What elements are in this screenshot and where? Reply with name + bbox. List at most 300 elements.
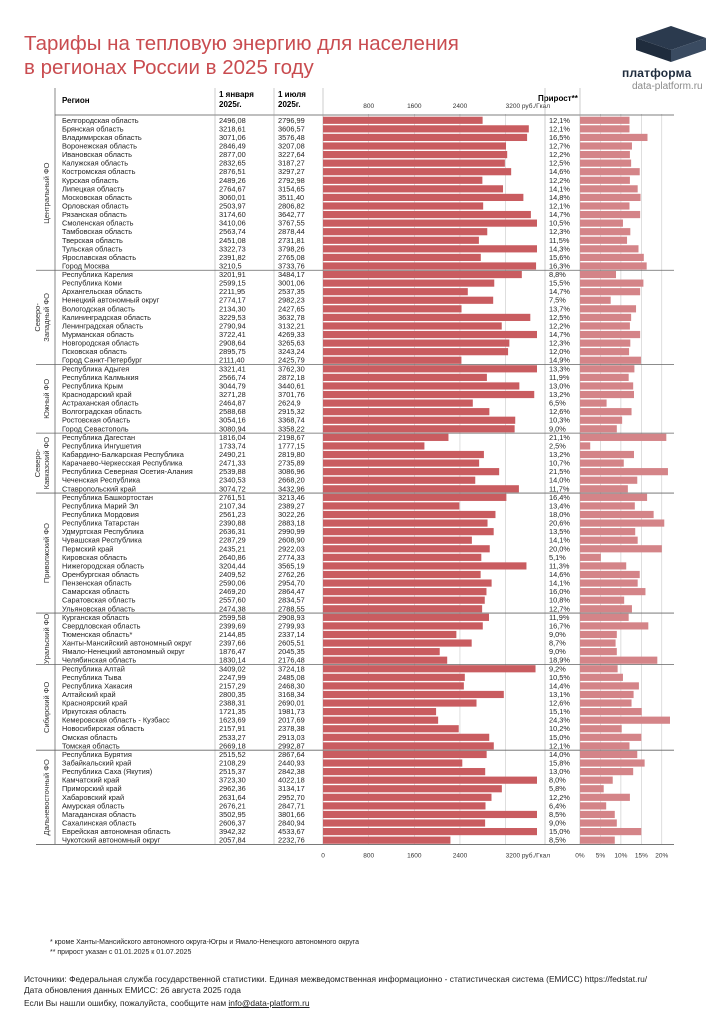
value-jan: 2962,36	[219, 784, 246, 794]
region-name: Волгоградская область	[62, 407, 142, 417]
value-jan: 2832,65	[219, 158, 246, 168]
value-jul: 2605,51	[278, 638, 305, 648]
value-jul: 2908,93	[278, 612, 305, 622]
value-jan: 2211,95	[219, 287, 246, 297]
growth-bar	[580, 442, 590, 449]
value-jan: 3321,41	[219, 364, 246, 374]
region-name: Тамбовская область	[62, 227, 133, 237]
growth-value: 16,0%	[549, 587, 570, 597]
region-name: Владимирская область	[62, 132, 142, 142]
growth-bar	[580, 759, 645, 766]
tariff-bar	[323, 442, 424, 449]
growth-bar	[580, 502, 635, 509]
growth-bar	[580, 742, 630, 749]
region-name: Архангельская область	[62, 287, 142, 297]
group-label: Центральный ФО	[42, 162, 51, 224]
growth-value: 14,6%	[549, 569, 570, 579]
error-report-text: Если Вы нашли ошибку, пожалуйста, сообщите нам	[24, 998, 227, 1008]
tariff-bar	[323, 177, 482, 184]
region-name: Краснодарский край	[62, 390, 132, 400]
value-jul: 3762,30	[278, 364, 305, 374]
growth-value: 12,2%	[549, 175, 570, 185]
region-name: Республика Коми	[62, 278, 122, 288]
value-jan: 2409,52	[219, 569, 246, 579]
growth-value: 15,0%	[549, 732, 570, 742]
region-name: Удмуртская Республика	[62, 527, 144, 537]
growth-bar	[580, 545, 662, 552]
value-jan: 2599,58	[219, 612, 246, 622]
growth-value: 13,2%	[549, 390, 570, 400]
growth-bar	[580, 519, 664, 526]
growth-bar	[580, 322, 630, 329]
value-jan: 3210,5	[219, 261, 242, 271]
value-jan: 3722,41	[219, 330, 246, 340]
tariff-bar	[323, 280, 494, 287]
value-jan: 2561,23	[219, 509, 246, 519]
growth-bar	[580, 494, 647, 501]
tariff-bar	[323, 691, 504, 698]
value-jan: 2590,06	[219, 578, 246, 588]
growth-value: 14,1%	[549, 184, 570, 194]
growth-value: 8,8%	[549, 270, 566, 280]
growth-value: 11,7%	[549, 484, 570, 494]
tariff-bar	[323, 759, 462, 766]
value-jul: 2337,14	[278, 629, 305, 639]
value-jul: 3440,61	[278, 381, 305, 391]
region-name: Московская область	[62, 192, 132, 202]
growth-bar	[580, 751, 637, 758]
growth-value: 8,5%	[549, 809, 566, 819]
title-line-1: Тарифы на тепловую энергию для населения	[24, 32, 459, 55]
growth-bar	[580, 802, 606, 809]
growth-bar	[580, 151, 630, 158]
group-label: Сибирский ФО	[42, 681, 51, 733]
region-name: Ярославская область	[62, 252, 137, 262]
value-jul: 3154,65	[278, 184, 305, 194]
value-jan: 2388,31	[219, 698, 246, 708]
growth-value: 8,5%	[549, 835, 566, 845]
growth-value: 13,1%	[549, 689, 570, 699]
region-name: Ульяновская область	[62, 604, 136, 614]
region-name: Республика Алтай	[62, 664, 125, 674]
value-jul: 3001,06	[278, 278, 305, 288]
growth-value: 9,0%	[549, 818, 566, 828]
value-jul: 2796,99	[278, 115, 305, 125]
tariff-bar	[323, 485, 519, 492]
tariff-bar	[323, 340, 509, 347]
tariff-bar	[323, 348, 508, 355]
value-jul: 2834,57	[278, 595, 305, 605]
tariff-bar	[323, 322, 502, 329]
growth-bar	[580, 391, 634, 398]
value-jan: 2533,27	[219, 732, 246, 742]
value-jul: 3086,96	[278, 467, 305, 477]
region-name: Тверская область	[62, 235, 123, 245]
growth-bar	[580, 699, 632, 706]
value-jul: 2913,03	[278, 732, 305, 742]
tariff-bar	[323, 819, 485, 826]
tariff-bar	[323, 228, 487, 235]
growth-bar	[580, 357, 641, 364]
growth-value: 9,0%	[549, 629, 566, 639]
tariff-bar	[323, 391, 534, 398]
region-name: Республика Башкортостан	[62, 492, 153, 502]
value-jan: 2599,15	[219, 278, 246, 288]
growth-value: 18,9%	[549, 655, 570, 665]
value-jan: 2157,29	[219, 681, 246, 691]
value-jan: 3054,16	[219, 415, 246, 425]
growth-bar	[580, 794, 630, 801]
growth-bar	[580, 228, 630, 235]
value-jan: 3044,79	[219, 381, 246, 391]
region-name: Карачаево-Черкесская Республика	[62, 458, 183, 468]
growth-value: 12,0%	[549, 347, 570, 357]
growth-bar	[580, 331, 640, 338]
growth-bar	[580, 434, 666, 441]
value-jan: 2435,21	[219, 544, 246, 554]
value-jan: 1816,04	[219, 432, 246, 442]
value-jul: 3243,24	[278, 347, 305, 357]
growth-bar	[580, 374, 629, 381]
growth-value: 10,3%	[549, 415, 570, 425]
sources-text: Источники: Федеральная служба государственной статистики. Единая межведомственная информационно - статистическая система (ЕМИСС) https://fedstat.ru/	[24, 974, 648, 984]
growth-value: 14,6%	[549, 167, 570, 177]
value-jan: 3322,73	[219, 244, 246, 254]
region-name: Томская область	[62, 741, 120, 751]
tariff-bar	[323, 648, 440, 655]
value-jan: 2515,37	[219, 767, 246, 777]
region-name: Калининградская область	[62, 312, 151, 322]
x-tick-bottom-label: 3200 руб./Гкал	[505, 852, 551, 860]
value-jan: 3204,44	[219, 561, 246, 571]
growth-bar	[580, 185, 638, 192]
region-name: Ямало-Ненецкий автономный округ	[62, 647, 185, 657]
growth-bar	[580, 605, 632, 612]
value-jul: 3168,34	[278, 689, 305, 699]
growth-bar	[580, 271, 616, 278]
value-jan: 2557,60	[219, 595, 246, 605]
growth-value: 13,0%	[549, 767, 570, 777]
growth-bar	[580, 648, 617, 655]
growth-bar	[580, 211, 640, 218]
growth-bar	[580, 117, 630, 124]
growth-bar	[580, 639, 616, 646]
value-jan: 2157,91	[219, 724, 246, 734]
growth-bar	[580, 665, 618, 672]
tariff-bar	[323, 562, 526, 569]
growth-bar	[580, 837, 615, 844]
value-jul: 2735,89	[278, 458, 305, 468]
growth-value: 12,6%	[549, 698, 570, 708]
growth-value: 15,6%	[549, 252, 570, 262]
value-jul: 2799,93	[278, 621, 305, 631]
value-jan: 2489,26	[219, 175, 246, 185]
growth-bar	[580, 220, 623, 227]
value-jan: 2397,66	[219, 638, 246, 648]
value-jan: 2503,97	[219, 201, 246, 211]
tariff-bar	[323, 220, 537, 227]
value-jan: 2676,21	[219, 801, 246, 811]
group-label: Дальневосточный ФО	[42, 759, 51, 836]
value-jul: 3187,27	[278, 158, 305, 168]
growth-value: 13,5%	[549, 527, 570, 537]
value-jul: 2982,23	[278, 295, 305, 305]
x-tick-top-label: 1600	[407, 103, 422, 110]
region-name: Новгородская область	[62, 338, 140, 348]
group-label: Приволжский ФО	[42, 523, 51, 584]
value-jul: 3358,22	[278, 424, 305, 434]
value-jul: 2765,08	[278, 252, 305, 262]
value-jan: 3174,60	[219, 210, 246, 220]
value-jan: 3071,06	[219, 132, 246, 142]
tariff-bar	[323, 168, 511, 175]
value-jan: 3410,06	[219, 218, 246, 228]
region-name: Ростовская область	[62, 415, 131, 425]
value-jan: 2515,52	[219, 749, 246, 759]
growth-bar	[580, 828, 641, 835]
region-name: Кабардино-Балкарская Республика	[62, 450, 184, 459]
growth-value: 5,1%	[549, 552, 566, 562]
value-jan: 2566,74	[219, 372, 246, 382]
growth-bar	[580, 340, 630, 347]
title-line-2: в регионах России в 2025 году	[24, 56, 314, 79]
value-jan: 2108,29	[219, 758, 246, 768]
value-jul: 2952,70	[278, 792, 305, 802]
tariff-bar	[323, 460, 479, 467]
brand-url[interactable]: data-platform.ru	[632, 81, 703, 92]
growth-value: 10,8%	[549, 595, 570, 605]
growth-value: 21,5%	[549, 467, 570, 477]
growth-value: 10,5%	[549, 672, 570, 682]
tariff-bar	[323, 134, 527, 141]
value-jan: 2539,88	[219, 467, 246, 477]
growth-value: 16,7%	[549, 621, 570, 631]
growth-value: 13,3%	[549, 364, 570, 374]
region-name: Иркутская область	[62, 707, 127, 717]
growth-value: 16,3%	[549, 261, 570, 271]
growth-value: 24,3%	[549, 715, 570, 725]
growth-bar	[580, 819, 617, 826]
tariff-bar	[323, 794, 492, 801]
region-name: Город Севастополь	[62, 424, 129, 434]
growth-value: 20,0%	[549, 544, 570, 554]
tariff-bar	[323, 305, 462, 312]
growth-value: 13,4%	[549, 501, 570, 511]
value-jan: 2790,94	[219, 321, 246, 331]
tariff-bar	[323, 528, 494, 535]
region-name: Забайкальский край	[62, 758, 132, 768]
region-name: Магаданская область	[62, 809, 137, 819]
value-jan: 2144,85	[219, 629, 246, 639]
tariff-bar	[323, 751, 487, 758]
value-jul: 2668,20	[278, 475, 305, 485]
value-jul: 2427,65	[278, 304, 305, 314]
value-jul: 2872,18	[278, 372, 305, 382]
growth-value: 12,6%	[549, 407, 570, 417]
tariff-bar	[323, 117, 483, 124]
region-name: Кемеровская область - Кузбасс	[62, 715, 170, 725]
growth-value: 8,7%	[549, 638, 566, 648]
growth-bar	[580, 708, 642, 715]
tariff-bar	[323, 297, 493, 304]
value-jul: 3265,63	[278, 338, 305, 348]
growth-bar	[580, 785, 604, 792]
growth-bar	[580, 631, 617, 638]
growth-bar	[580, 717, 670, 724]
growth-value: 9,0%	[549, 647, 566, 657]
tariff-bar	[323, 699, 477, 706]
value-jul: 2878,44	[278, 227, 305, 237]
value-jul: 2378,38	[278, 724, 305, 734]
value-jul: 2954,70	[278, 578, 305, 588]
tariff-bar	[323, 357, 461, 364]
value-jul: 2198,67	[278, 432, 305, 442]
growth-bar	[580, 468, 668, 475]
value-jan: 2247,99	[219, 672, 246, 682]
growth-value: 5,8%	[549, 784, 566, 794]
value-jan: 3080,94	[219, 424, 246, 434]
region-name: Чувашская Республика	[62, 535, 142, 545]
growth-value: 11,3%	[549, 561, 570, 571]
growth-value: 12,5%	[549, 158, 570, 168]
tariff-bar	[323, 811, 537, 818]
value-jan: 2895,75	[219, 347, 246, 357]
growth-value: 13,2%	[549, 450, 570, 459]
value-jul: 2806,82	[278, 201, 305, 211]
value-jul: 2990,99	[278, 527, 305, 537]
region-name: Хабаровский край	[62, 792, 125, 802]
region-name: Рязанская область	[62, 210, 127, 220]
value-jan: 3942,32	[219, 827, 246, 837]
growth-value: 18,0%	[549, 509, 570, 519]
growth-value: 14,0%	[549, 749, 570, 759]
growth-value: 12,7%	[549, 604, 570, 614]
column-header-region: Регион	[62, 96, 90, 105]
growth-value: 21,1%	[549, 432, 570, 442]
region-name: Республика Крым	[62, 381, 123, 391]
growth-bar	[580, 134, 648, 141]
region-name: Ставропольский край	[62, 484, 136, 494]
growth-bar	[580, 674, 623, 681]
value-jul: 1777,15	[278, 441, 305, 451]
value-jan: 3409,02	[219, 664, 246, 674]
region-name: Еврейская автономная область	[62, 827, 171, 837]
growth-bar	[580, 305, 636, 312]
tariff-bar	[323, 382, 519, 389]
region-name: Амурская область	[62, 801, 125, 811]
region-name: Пермский край	[62, 544, 114, 554]
column-header-jan-line2: 2025г.	[219, 100, 242, 109]
region-name: Тюменская область*	[62, 629, 133, 639]
region-name: Орловская область	[62, 201, 129, 211]
tariff-bar	[323, 734, 489, 741]
tariff-bar	[323, 837, 450, 844]
region-name: Красноярский край	[62, 698, 128, 708]
tariff-bar	[323, 142, 506, 149]
growth-bar	[580, 537, 638, 544]
tariff-bar	[323, 502, 459, 509]
value-jan: 2391,82	[219, 252, 246, 262]
tariff-bar	[323, 742, 494, 749]
tariff-bar	[323, 511, 495, 518]
tariff-bar	[323, 665, 536, 672]
region-name: Омская область	[62, 732, 118, 742]
growth-value: 10,5%	[549, 218, 570, 228]
value-jan: 3229,53	[219, 312, 246, 322]
region-name: Курская область	[62, 175, 119, 185]
region-name: Белгородская область	[62, 115, 139, 125]
region-name: Чеченская Республика	[62, 475, 141, 485]
growth-value: 2,5%	[549, 441, 566, 451]
growth-bar	[580, 237, 627, 244]
tariff-bar	[323, 211, 531, 218]
growth-bar	[580, 485, 628, 492]
growth-bar	[580, 202, 630, 209]
group-label: Южный ФО	[42, 378, 51, 419]
region-name: Челябинская область	[62, 655, 137, 665]
growth-bar	[580, 622, 648, 629]
value-jul: 2731,81	[278, 235, 305, 245]
tariff-bar	[323, 657, 447, 664]
value-jan: 1830,14	[219, 655, 246, 665]
region-name: Новосибирская область	[62, 724, 145, 734]
region-name: Республика Хакасия	[62, 681, 133, 691]
value-jul: 3432,96	[278, 484, 305, 494]
value-jan: 2640,86	[219, 552, 246, 562]
value-jul: 2847,71	[278, 801, 305, 811]
growth-bar	[580, 725, 622, 732]
growth-value: 12,5%	[549, 312, 570, 322]
value-jul: 3207,08	[278, 141, 305, 151]
region-name: Нижегородская область	[62, 561, 145, 571]
brand-name: платформа	[622, 66, 692, 80]
growth-bar	[580, 477, 637, 484]
growth-bar	[580, 160, 631, 167]
value-jul: 3213,46	[278, 492, 305, 502]
tariff-bar	[323, 365, 537, 372]
growth-value: 14,3%	[549, 244, 570, 254]
tariff-bar	[323, 622, 483, 629]
region-name: Республика Тыва	[62, 672, 122, 682]
value-jan: 3502,95	[219, 809, 246, 819]
growth-bar	[580, 125, 630, 132]
tariff-bar	[323, 425, 515, 432]
value-jan: 2111,40	[219, 355, 245, 365]
region-name: Сахалинская область	[62, 818, 137, 828]
tariff-bar	[323, 802, 486, 809]
value-jul: 3132,21	[278, 321, 305, 331]
growth-value: 12,1%	[549, 741, 570, 751]
growth-value: 15,0%	[549, 827, 570, 837]
tariff-bar	[323, 674, 465, 681]
value-jul: 3511,40	[278, 192, 305, 202]
growth-bar	[580, 597, 624, 604]
tariff-bar	[323, 185, 503, 192]
value-jan: 2471,33	[219, 458, 246, 468]
contact-email-link[interactable]: info@data-platform.ru	[228, 998, 310, 1008]
tariff-bar	[323, 519, 488, 526]
region-name: Республика Саха (Якутия)	[62, 767, 153, 777]
growth-value: 9,2%	[549, 664, 566, 674]
region-name: Пензенская область	[62, 578, 132, 588]
value-jul: 2608,90	[278, 535, 305, 545]
column-header-jul-line1: 1 июля	[278, 90, 306, 99]
value-jul: 2425,79	[278, 355, 305, 365]
growth-tick-label: 5%	[595, 852, 606, 860]
growth-bar	[580, 691, 634, 698]
growth-bar	[580, 811, 615, 818]
region-name: Оренбургская область	[62, 569, 139, 579]
